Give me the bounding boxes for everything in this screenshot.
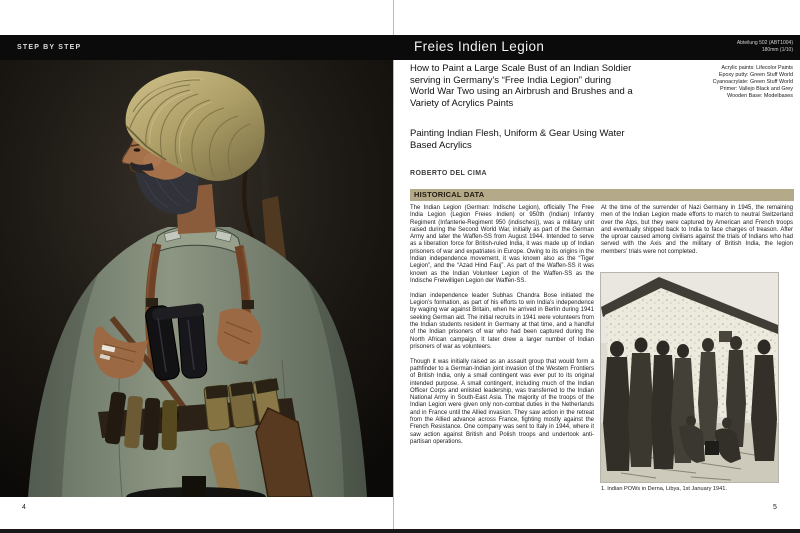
paragraph: At the time of the surrender of Nazi Germany in 1945, the remaining men of the Indian Legion made efforts to march to neutral Switzerland over the Alps, but they were captured by American and French troops and eventually shipped back to India to face charges of treason. After the uproar caused among civilians against the trials of Indians who had served with the Axis and the military of British India, the legion members’ trials were not completed. bbox=[601, 205, 793, 255]
page-spine-divider bbox=[393, 0, 394, 533]
section-label: STEP BY STEP bbox=[17, 44, 82, 51]
product-code bbox=[737, 40, 793, 54]
page-number-left: 4 bbox=[22, 504, 26, 511]
materials-item: Wooden Base: Modelbases bbox=[727, 93, 793, 99]
pow-photo bbox=[601, 273, 778, 482]
author-byline: ROBERTO DEL CIMA bbox=[410, 170, 487, 177]
article-intro-subtitle: Painting Indian Flesh, Uniform & Gear Using Water Based Acrylics bbox=[410, 128, 625, 151]
article-header-title: Freies Indien Legion bbox=[414, 39, 545, 54]
page-number-right: 5 bbox=[773, 504, 777, 511]
bottom-edge-strip bbox=[0, 529, 800, 533]
article-intro-title: How to Paint a Large Scale Bust of an Indian Soldier serving in Germany’s “Free India Legion” during World War Two using an Airbrush and Brushes and a Variety of Acrylics Paints bbox=[410, 63, 633, 110]
materials-item: Acrylic paints: Lifecolor Paints bbox=[721, 65, 793, 71]
materials-item: Epoxy putty: Green Stuff World bbox=[718, 72, 793, 78]
bust-photo bbox=[0, 60, 393, 497]
product-code-line1: Abteilung 502 (ABT1004) bbox=[736, 40, 793, 46]
header-bar bbox=[0, 35, 800, 60]
materials-item: Cyanoacrylate: Green Stuff World bbox=[712, 79, 793, 85]
paragraph: Though it was initially raised as an assault group that would form a pathfinder to a German-Indian joint invasion of the Western Frontiers of British India, only a small contingent was ever put to its original intended purpose. A small contingent, including much of the Indian Officer Corps and enlisted leadership, was transferred to the Indian National Army in South-East Asia. The majority of the troops of the Indian Legion were given only non-combat duties in the Netherlands and in France until the Allied invasion. They saw action in the retreat from the Allied advance across France, fighting mostly against the French Resistance. One company was sent to Italy in 1944, where it saw action against British and Polish troops and undertook anti-partisan operations. bbox=[410, 358, 594, 445]
materials-item: Primer: Vallejo Black and Grey bbox=[720, 86, 793, 92]
section-header-historical-data: HISTORICAL DATA bbox=[410, 189, 794, 201]
body-text-column-2 bbox=[601, 205, 793, 264]
materials-list bbox=[618, 65, 793, 100]
pow-photo-illustration bbox=[601, 273, 778, 482]
body-text-column-1 bbox=[410, 205, 594, 454]
bust-photo-illustration bbox=[0, 60, 393, 497]
product-code-line2: 180mm (1/10) bbox=[761, 47, 793, 53]
paragraph: The Indian Legion (German: Indische Legion), officially The Free India Legion (Legion Freies Indien) or 950th (Indian) Infantry Regiment (Infanterie-Regiment 950 (indisches)), was a military unit raised during the Second World War, initially as part of the German Army and later the Waffen-SS from August 1944. Intended to serve as a liberation force for British-ruled India, it was made up of Indian prisoners of war and expatriates in Europe. Owing to its origins in the Indian independence movement, it was known also as the “Tiger Legion”, and the “Azad Hind Fauj”. As part of the Waffen-SS it was known as the Indian Volunteer Legion of the Waffen-SS as the Indische Freiwilligen Legion der Waffen-SS. bbox=[410, 205, 594, 284]
paragraph: Indian independence leader Subhas Chandra Bose initiated the Legion’s formation, as part of his efforts to win India’s independence by waging war against Britain, when he arrived in Berlin during 1941 seeking German aid. The initial recruits in 1941 were volunteers from the Indian students resident in Germany at that time, and a handful of the Indian prisoners of war who had been captured during the North African campaign. It later drew a larger number of Indian prisoners of war as volunteers. bbox=[410, 292, 594, 350]
photo-caption: 1. Indian POWs in Derna, Libya, 1st January 1941. bbox=[601, 486, 727, 492]
